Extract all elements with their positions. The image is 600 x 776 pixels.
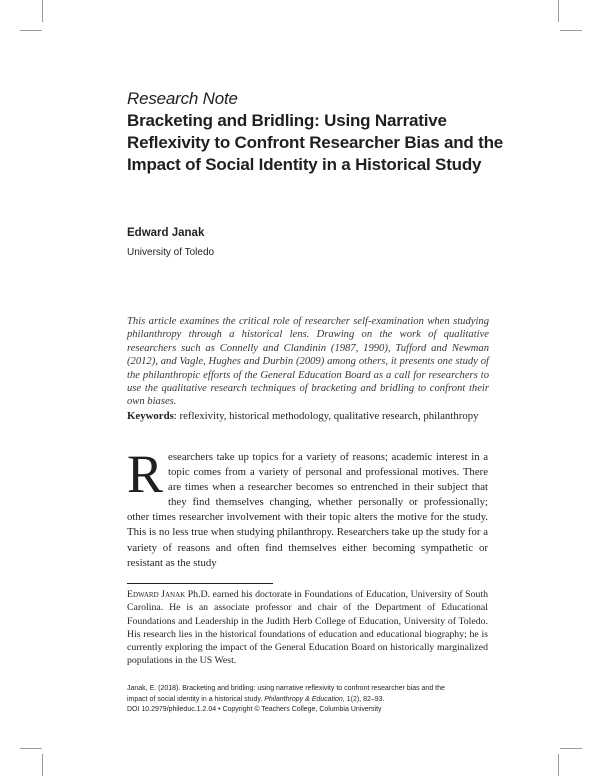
crop-mark [42, 0, 43, 22]
crop-mark [42, 754, 43, 776]
citation-line-2 [127, 695, 487, 706]
research-note-label: Research Note [127, 89, 238, 108]
citation-line-1: Janak, E. (2018). Bracketing and bridling: using narrative reflexivity to confront researcher bias and the [127, 685, 445, 692]
footnote-divider [127, 583, 273, 584]
footnote-author-name: Edward Janak [127, 589, 186, 600]
keywords-list: : reflexivity, historical methodology, qualitative research, philanthropy [173, 410, 479, 422]
body-paragraph: esearchers take up topics for a variety of reasons; academic interest in a topic comes from a variety of personal and professional motives. There are times when a researcher becomes so entrenched in their subject that they find themselves changing, whether personally or professionally; other times researcher involvement with their topic alters the motive for the study. This is no less true when studying philanthropy. Researchers take up the study for a variety of reasons and often find themselves either becoming sympathetic or resistant as the study [127, 451, 488, 569]
article-title: Bracketing and Bridling: Using Narrative Reflexivity to Confront Researcher Bias and the Impact of Social Identity in a Historical Study [127, 111, 504, 174]
author-affiliation: University of Toledo [127, 247, 215, 258]
keywords-label: Keywords [127, 410, 174, 422]
journal-name: Philanthropy & Education, [264, 695, 345, 703]
body-text [127, 444, 488, 571]
keywords [127, 410, 507, 422]
citation-doi: DOI 10.2979/phileduc.1.2.04 • Copyright © Teachers College, Columbia University [127, 706, 382, 714]
crop-mark [560, 748, 582, 749]
drop-cap: R [127, 444, 164, 504]
footnote-text: Ph.D. earned his doctorate in Foundations of Education, University of South Carolina. He is an associate professor and chair of the Department of Educational Foundations and Leadership in the Judith Herb College of Education, University of Toledo. His research lies in the historical foundations of education and educational biography; he is currently exploring the impact of the General Education Board on historically marginalized populations in the US West. [127, 589, 488, 667]
author-footnote [127, 588, 488, 668]
crop-mark [20, 30, 42, 31]
citation-text: impact of social identity in a historical study. [127, 695, 265, 703]
citation-volume: 1(2), 82–93. [344, 695, 385, 703]
abstract: This article examines the critical role of researcher self-examination when studying philanthropy through a historical lens. Drawing on the work of qualitative researchers such as Connelly and Clandinin (1987, 1990), Tufford and Newman (2012), and Vagle, Hughes and Durbin (2009) among others, it presents one study of the philanthropic efforts of the General Education Board as a call for researchers to use the qualitative research techniques of bracketing and bridling to confront their own biases. [127, 316, 489, 408]
citation-block [127, 684, 487, 716]
crop-mark [558, 0, 559, 22]
crop-mark [558, 754, 559, 776]
author-name: Edward Janak [127, 227, 205, 239]
crop-mark [560, 30, 582, 31]
crop-mark [20, 748, 42, 749]
